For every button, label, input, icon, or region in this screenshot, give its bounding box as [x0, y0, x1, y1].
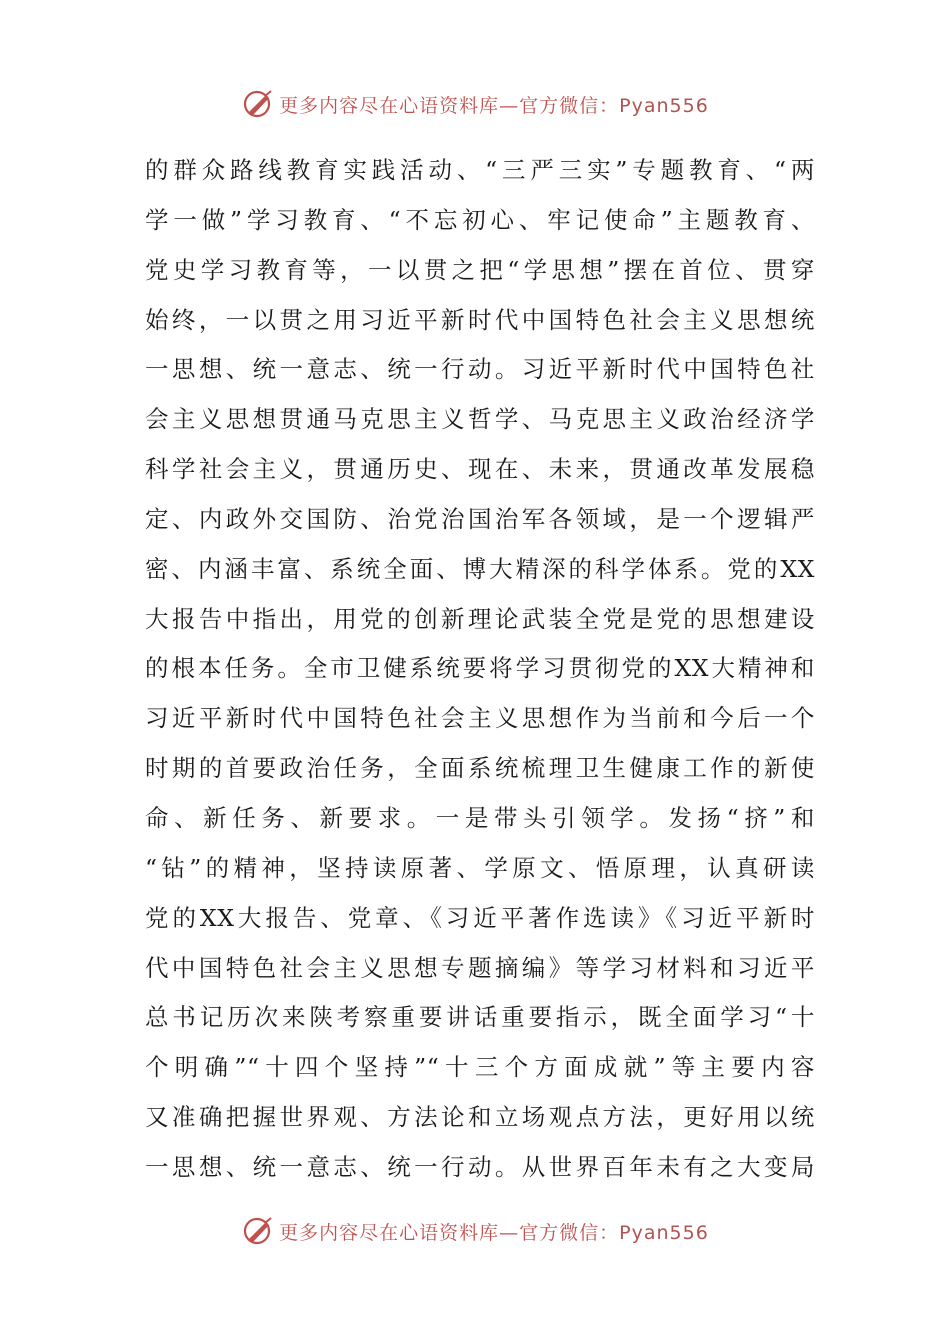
- header-banner-text: 更多内容尽在心语资料库—官方微信：Pyan556: [279, 94, 709, 117]
- text-line: 一思想、统一意志、统一行动。习近平新时代中国特色社: [145, 355, 815, 384]
- text-line: 大报告中指出，用党的创新理论武装全党是党的思想建设: [145, 604, 815, 633]
- pen-circle-logo-icon: [241, 1214, 275, 1248]
- footer-banner-text: 更多内容尽在心语资料库—官方微信：Pyan556: [279, 1221, 709, 1244]
- text-line: 又准确把握世界观、方法论和立场观点方法，更好用以统: [145, 1103, 815, 1132]
- text-line: 党的XX大报告、党章、《习近平著作选读》《习近平新时: [145, 903, 815, 932]
- text-line: “钻”的精神，坚持读原著、学原文、悟原理，认真研读: [145, 853, 815, 882]
- text-line: 时期的首要政治任务，全面系统梳理卫生健康工作的新使: [145, 754, 815, 783]
- pen-circle-logo-icon: [241, 87, 275, 121]
- text-line: 学一做”学习教育、“不忘初心、牢记使命”主题教育、: [145, 205, 815, 234]
- text-line: 命、新任务、新要求。一是带头引领学。发扬“挤”和: [145, 803, 815, 832]
- text-line: 科学社会主义，贯通历史、现在、未来，贯通改革发展稳: [145, 455, 815, 484]
- text-line: 会主义思想贯通马克思主义哲学、马克思主义政治经济学: [145, 405, 815, 434]
- text-line: 总书记历次来陕考察重要讲话重要指示，既全面学习“十: [145, 1003, 815, 1032]
- text-line: 个明确”“十四个坚持”“十三个方面成就”等主要内容: [145, 1053, 815, 1082]
- text-line: 党史学习教育等，一以贯之把“学思想”摆在首位、贯穿: [145, 255, 815, 284]
- text-line: 习近平新时代中国特色社会主义思想作为当前和今后一个: [145, 704, 815, 733]
- text-line: 的群众路线教育实践活动、“三严三实”专题教育、“两: [145, 156, 815, 184]
- text-line: 密、内涵丰富、系统全面、博大精深的科学体系。党的XX: [145, 554, 815, 583]
- body-text: [145, 146, 815, 1193]
- text-line: 一思想、统一意志、统一行动。从世界百年未有之大变局: [145, 1152, 815, 1181]
- text-line: 定、内政外交国防、治党治国治军各领域，是一个逻辑严: [145, 504, 815, 533]
- text-line: 始终，一以贯之用习近平新时代中国特色社会主义思想统: [145, 305, 815, 334]
- text-line: 的根本任务。全市卫健系统要将学习贯彻党的XX大精神和: [145, 654, 815, 683]
- header-banner: [0, 82, 950, 126]
- footer-banner: [0, 1209, 950, 1253]
- text-line: 代中国特色社会主义思想专题摘编》等学习材料和习近平: [145, 953, 815, 982]
